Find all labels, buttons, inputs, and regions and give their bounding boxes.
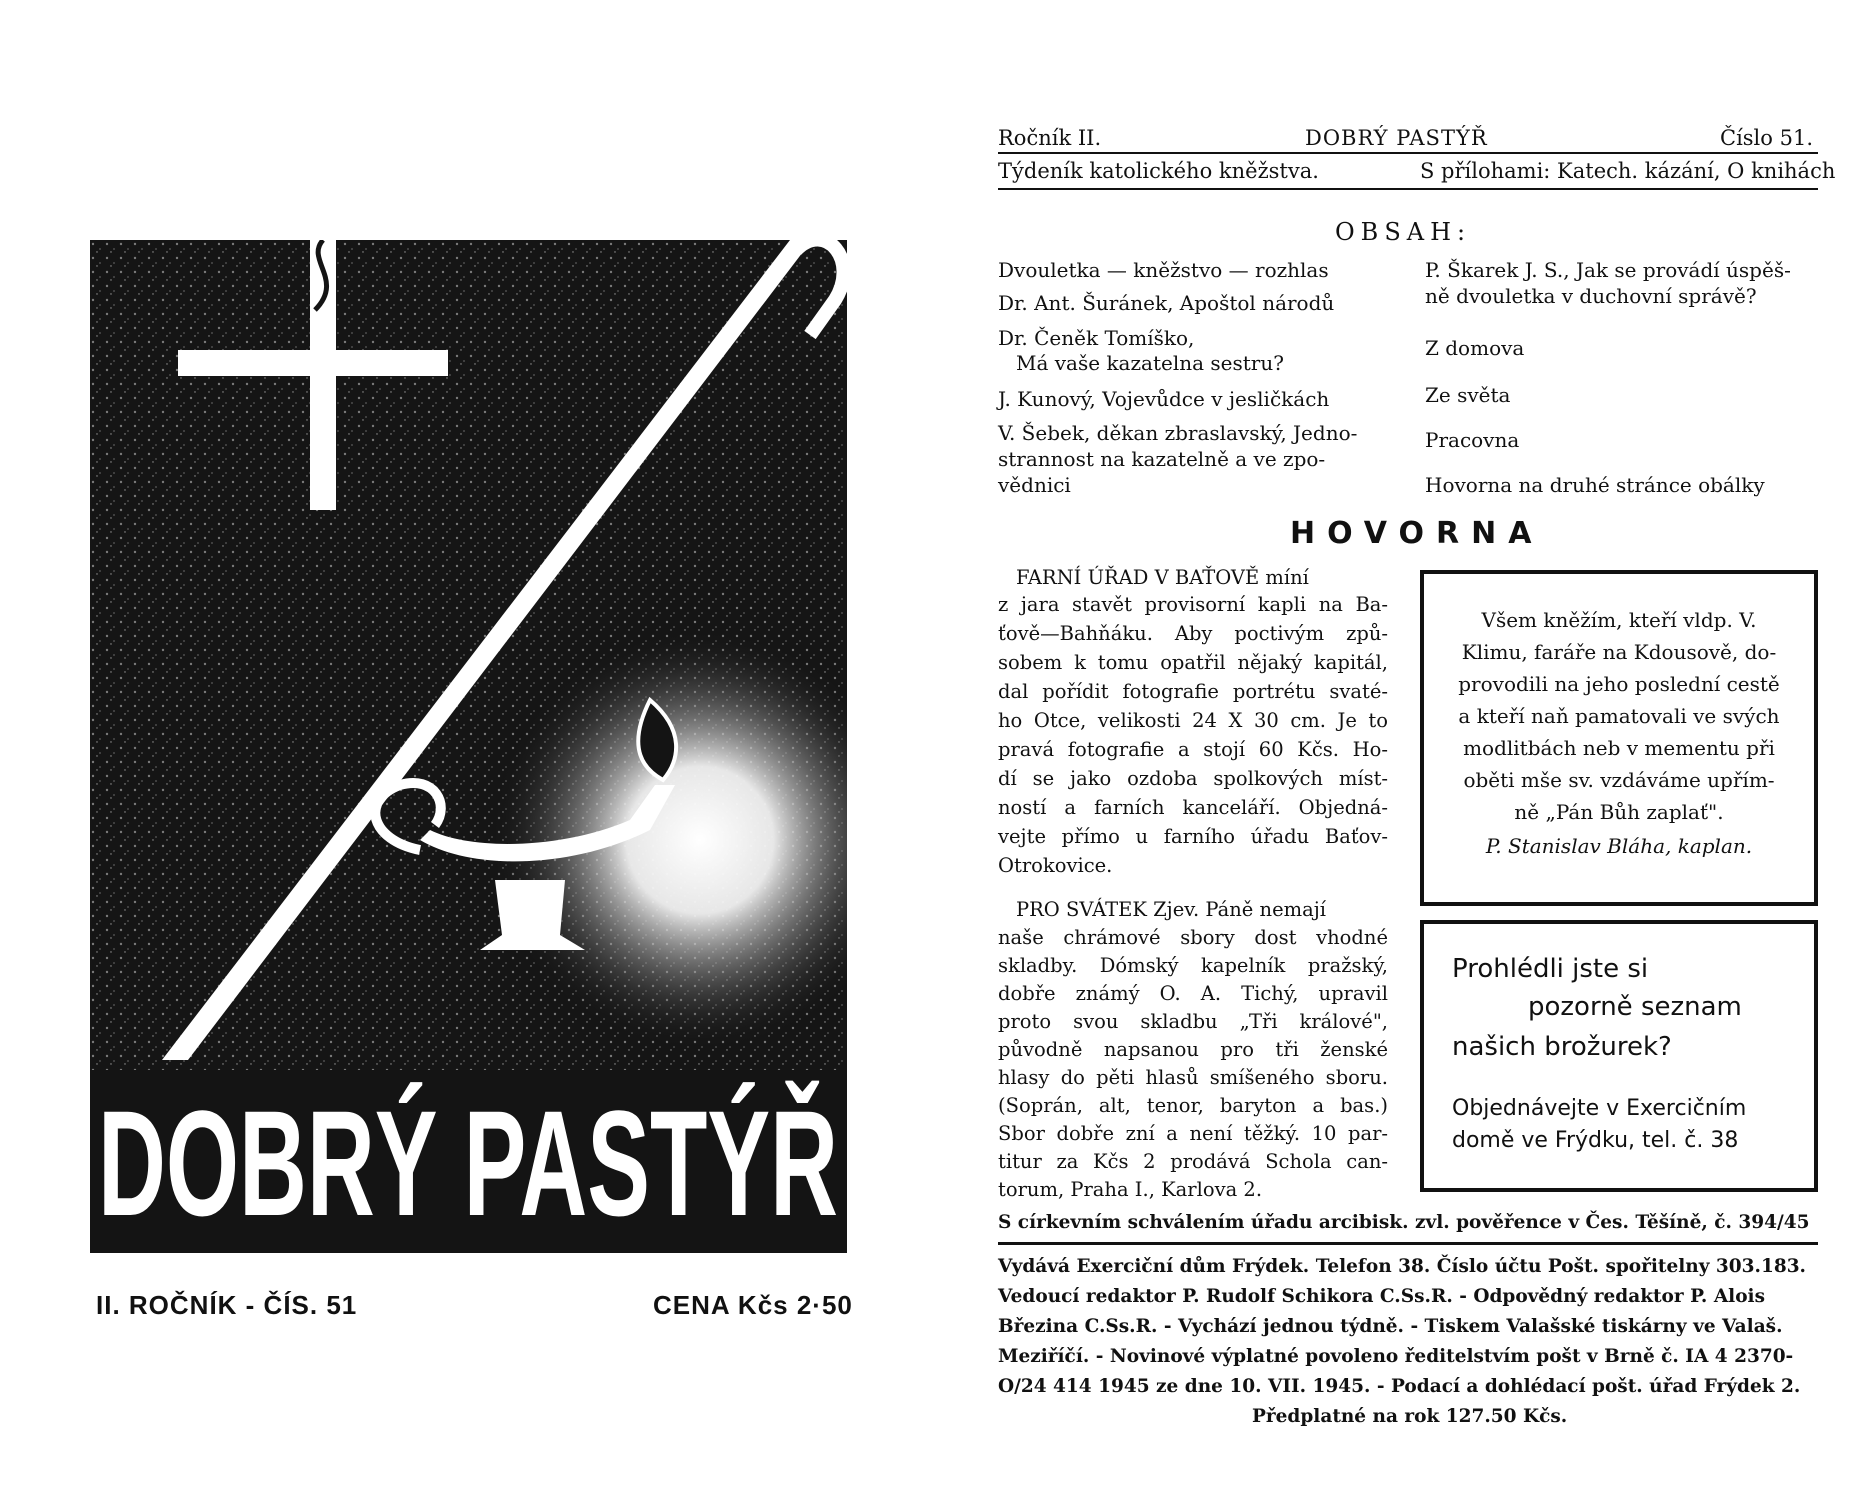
header-subtitle-left: Týdeník katolického kněžstva. bbox=[998, 159, 1319, 183]
header-rule bbox=[998, 152, 1818, 154]
approval-line: S církevním schválením úřadu arcibisk. zvl. pověřence v Čes. Těšíně, č. 394/45 bbox=[998, 1212, 1810, 1233]
toc-item: Ze světa bbox=[1425, 383, 1511, 407]
hovorna-line: z jara stavět provisorní kapli na Ba- bbox=[998, 593, 1388, 616]
hovorna-line: naše chrámové sbory dost vhodné bbox=[998, 926, 1388, 949]
hovorna-line: ností a farních kanceláří. Objedná- bbox=[998, 796, 1388, 819]
toc-item: V. Šebek, děkan zbraslavský, Jedno- bbox=[998, 421, 1358, 445]
contents-heading: OBSAH: bbox=[1335, 218, 1472, 246]
thanks-signature: P. Stanislav Bláha, kaplan. bbox=[1485, 834, 1753, 858]
thanks-line: ně „Pán Bůh zaplať". bbox=[1514, 800, 1724, 824]
imprint-line: Vydává Exerciční dům Frýdek. Telefon 38. Číslo účtu Pošt. spořitelny 303.183. bbox=[998, 1256, 1807, 1277]
hovorna-line: proto svou skladbu „Tři králové", bbox=[998, 1010, 1388, 1033]
hovorna-line: ho Otce, velikosti 24 X 30 cm. Je to bbox=[998, 709, 1388, 732]
thanks-line: oběti mše sv. vzdáváme upřím- bbox=[1463, 768, 1775, 792]
hovorna-line: dal pořídit fotografie portrétu svaté- bbox=[998, 680, 1388, 703]
imprint-line: Březina C.Ss.R. - Vychází jednou týdně. - Tiskem Valašské tiskárny ve Valaš. bbox=[998, 1316, 1783, 1337]
hovorna-heading: HOVORNA bbox=[1290, 516, 1544, 551]
hovorna-line: Sbor dobře zní a není těžký. 10 par- bbox=[998, 1122, 1388, 1145]
imprint-line: Vedoucí redaktor P. Rudolf Schikora C.Ss.R. - Odpovědný redaktor P. Alois bbox=[998, 1286, 1765, 1307]
hovorna-line: (Soprán, alt, tenor, baryton a bas.) bbox=[998, 1094, 1388, 1117]
toc-item: Má vaše kazatelna sestru? bbox=[1016, 351, 1284, 375]
cover-title: DOBRÝ PASTÝŘ bbox=[98, 1079, 838, 1247]
thanks-line: provodili na jeho poslední cestě bbox=[1458, 672, 1780, 696]
cover-artwork bbox=[90, 240, 847, 1253]
toc-item: Hovorna na druhé stránce obálky bbox=[1425, 473, 1765, 497]
hovorna-line: dí se jako ozdoba spolkových míst- bbox=[998, 767, 1388, 790]
promo-line: domě ve Frýdku, tel. č. 38 bbox=[1452, 1128, 1739, 1153]
thanks-line: Všem kněžím, kteří vldp. V. bbox=[1481, 608, 1757, 632]
toc-item: ně dvouletka v duchovní správě? bbox=[1425, 284, 1757, 308]
imprint-line: O/24 414 1945 ze dne 10. VII. 1945. - Podací a dohlédací pošt. úřad Frýdek 2. bbox=[998, 1376, 1801, 1397]
toc-item: Dvouletka — kněžstvo — rozhlas bbox=[998, 258, 1329, 282]
header-rule-2 bbox=[998, 188, 1818, 190]
toc-item: Dr. Čeněk Tomíško, bbox=[998, 326, 1195, 350]
hovorna-line: sobem k tomu opatřil nějaký kapitál, bbox=[998, 651, 1388, 674]
hovorna-line: ťově—Bahňáku. Aby poctivým způ- bbox=[998, 622, 1388, 645]
header-title: DOBRÝ PASTÝŘ bbox=[1305, 126, 1488, 150]
hovorna-line: Otrokovice. bbox=[998, 854, 1113, 877]
promo-line: Prohlédli jste si bbox=[1452, 954, 1649, 984]
hovorna-line: torum, Praha I., Karlova 2. bbox=[998, 1178, 1263, 1201]
cover-volume-issue: II. ROČNÍK - ČÍS. 51 bbox=[96, 1290, 358, 1320]
hovorna-line: titur za Kčs 2 prodává Schola can- bbox=[998, 1150, 1388, 1173]
hovorna-line: pravá fotografie a stojí 60 Kčs. Ho- bbox=[998, 738, 1388, 761]
approval-rule bbox=[998, 1242, 1818, 1245]
toc-item: Z domova bbox=[1425, 336, 1525, 360]
toc-item: Pracovna bbox=[1425, 428, 1520, 452]
promo-line: našich brožurek? bbox=[1452, 1032, 1672, 1062]
thanks-line: Klimu, faráře na Kdousově, do- bbox=[1461, 640, 1777, 664]
hovorna-line: původně napsanou pro tři ženské bbox=[998, 1038, 1388, 1061]
promo-line: pozorně seznam bbox=[1528, 992, 1742, 1022]
imprint-line: Předplatné na rok 127.50 Kčs. bbox=[1252, 1406, 1568, 1427]
imprint-line: Meziříčí. - Novinové výplatné povoleno ředitelstvím pošt v Brně č. IA 4 2370- bbox=[998, 1346, 1794, 1367]
cover-illustration bbox=[90, 240, 847, 1253]
header-volume: Ročník II. bbox=[998, 126, 1102, 150]
hovorna-line: dobře známý O. A. Tichý, upravil bbox=[998, 982, 1388, 1005]
header-subtitle-right: S přílohami: Katech. kázání, O knihách bbox=[1420, 159, 1836, 183]
toc-item: vědnici bbox=[998, 473, 1071, 497]
promo-line: Objednávejte v Exercičním bbox=[1452, 1096, 1747, 1121]
thanks-line: modlitbách neb v mementu při bbox=[1463, 736, 1775, 760]
thanks-line: a kteří naň pamatovali ve svých bbox=[1458, 704, 1780, 728]
hovorna-line: hlasy do pěti hlasů smíšeného sboru. bbox=[998, 1066, 1388, 1089]
hovorna-line: FARNÍ ÚŘAD V BAŤOVĚ míní bbox=[1016, 566, 1309, 589]
toc-item: Dr. Ant. Šuránek, Apoštol národů bbox=[998, 291, 1335, 315]
toc-item: J. Kunový, Vojevůdce v jesličkách bbox=[998, 387, 1330, 411]
toc-item: strannost na kazatelně a ve zpo- bbox=[998, 447, 1326, 471]
hovorna-line: PRO SVÁTEK Zjev. Páně nemají bbox=[1016, 898, 1327, 921]
hovorna-line: vejte přímo u farního úřadu Baťov- bbox=[998, 825, 1388, 848]
cover-price: CENA Kčs 2·50 bbox=[653, 1290, 853, 1320]
hovorna-line: skladby. Dómský kapelník pražský, bbox=[998, 954, 1388, 977]
header-issue: Číslo 51. bbox=[1720, 126, 1813, 150]
toc-item: P. Škarek J. S., Jak se provádí úspěš- bbox=[1425, 258, 1791, 282]
